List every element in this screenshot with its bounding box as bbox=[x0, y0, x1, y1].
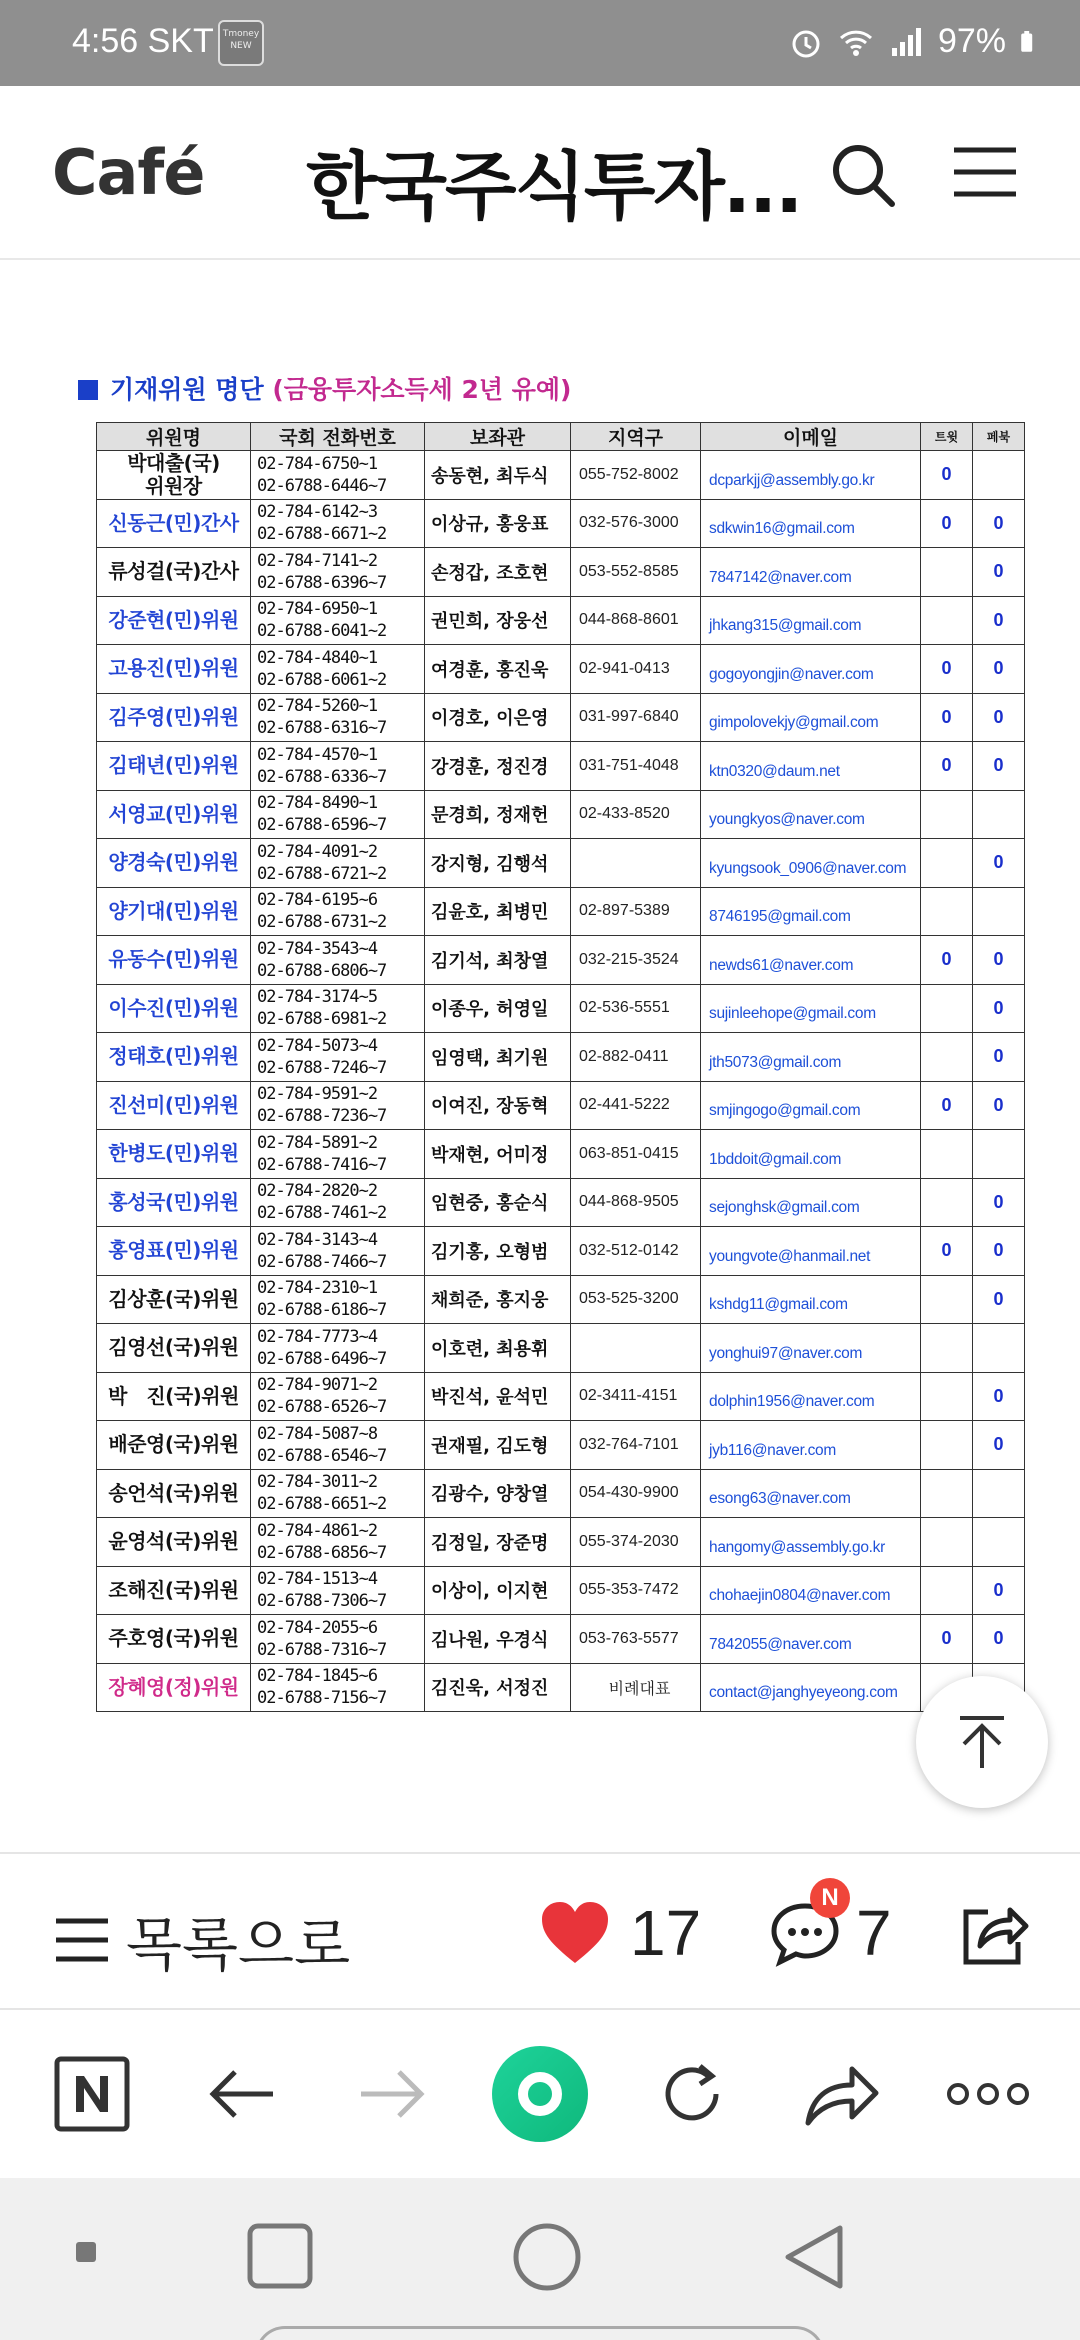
member-aides: 김윤호, 최병민 bbox=[425, 887, 571, 936]
naver-n-icon bbox=[54, 2056, 130, 2132]
facebook-flag: 0 bbox=[973, 1081, 1025, 1130]
member-phone: 02-784-6142~3 02-6788-6671~2 bbox=[251, 499, 425, 548]
member-name: 강준현(민)위원 bbox=[97, 596, 251, 645]
table-row bbox=[97, 936, 1025, 985]
alarm-icon bbox=[788, 24, 824, 60]
member-name: 김주영(민)위원 bbox=[97, 693, 251, 742]
twitter-flag: 0 bbox=[921, 1615, 973, 1664]
arrow-left-icon bbox=[207, 2064, 277, 2124]
member-name: 김태년(민)위원 bbox=[97, 742, 251, 791]
member-name: 양기대(민)위원 bbox=[97, 887, 251, 936]
twitter-flag bbox=[921, 1421, 973, 1470]
status-icons bbox=[788, 22, 1042, 61]
member-aides: 김나원, 우경식 bbox=[425, 1615, 571, 1664]
member-phone: 02-784-7141~2 02-6788-6396~7 bbox=[251, 548, 425, 597]
table-row bbox=[97, 839, 1025, 888]
member-region-phone: 02-441-5222 bbox=[571, 1081, 701, 1130]
facebook-flag: 0 bbox=[973, 1275, 1025, 1324]
twitter-flag bbox=[921, 1178, 973, 1227]
battery-icon bbox=[1020, 24, 1042, 60]
keyboard-handle bbox=[255, 2326, 825, 2340]
post-content bbox=[0, 262, 1080, 1852]
facebook-flag: 0 bbox=[973, 693, 1025, 742]
tmoney-badge-icon: Tmoney NEW bbox=[218, 20, 264, 66]
twitter-flag: 0 bbox=[921, 645, 973, 694]
member-name: 고용진(민)위원 bbox=[97, 645, 251, 694]
member-phone: 02-784-2310~1 02-6788-6186~7 bbox=[251, 1275, 425, 1324]
member-phone: 02-784-6195~6 02-6788-6731~2 bbox=[251, 887, 425, 936]
facebook-flag bbox=[973, 790, 1025, 839]
table-row bbox=[97, 1178, 1025, 1227]
cafe-logo[interactable]: Café bbox=[52, 136, 205, 209]
member-name: 양경숙(민)위원 bbox=[97, 839, 251, 888]
twitter-flag bbox=[921, 1130, 973, 1179]
member-aides: 채희준, 홍지웅 bbox=[425, 1275, 571, 1324]
member-aides: 김광수, 양창열 bbox=[425, 1469, 571, 1518]
member-email[interactable]: youngvote@hanmail.net bbox=[701, 1227, 921, 1276]
facebook-flag bbox=[973, 1518, 1025, 1567]
member-email[interactable]: chohaejin0804@naver.com bbox=[701, 1566, 921, 1615]
refresh-button[interactable] bbox=[650, 2052, 734, 2136]
twitter-flag bbox=[921, 887, 973, 936]
twitter-flag: 0 bbox=[921, 1227, 973, 1276]
member-region-phone: 032-512-0142 bbox=[571, 1227, 701, 1276]
twitter-flag bbox=[921, 1566, 973, 1615]
member-aides: 임현중, 홍순식 bbox=[425, 1178, 571, 1227]
member-region-phone: 02-897-5389 bbox=[571, 887, 701, 936]
table-row bbox=[97, 1033, 1025, 1082]
member-region-phone: 055-353-7472 bbox=[571, 1566, 701, 1615]
member-email[interactable]: hangomy@assembly.go.kr bbox=[701, 1518, 921, 1567]
member-name: 서영교(민)위원 bbox=[97, 790, 251, 839]
member-phone: 02-784-2055~6 02-6788-7316~7 bbox=[251, 1615, 425, 1664]
more-dots-icon bbox=[946, 2079, 1030, 2109]
member-name: 유동수(민)위원 bbox=[97, 936, 251, 985]
member-phone: 02-784-1845~6 02-6788-7156~7 bbox=[251, 1663, 425, 1712]
table-row bbox=[97, 645, 1025, 694]
member-email[interactable]: jyb116@naver.com bbox=[701, 1421, 921, 1470]
back-button[interactable] bbox=[200, 2052, 284, 2136]
member-email[interactable]: yonghui97@naver.com bbox=[701, 1324, 921, 1373]
table-row bbox=[97, 1566, 1025, 1615]
member-email[interactable]: sdkwin16@gmail.com bbox=[701, 499, 921, 548]
header-name: 위원명 bbox=[97, 423, 251, 451]
member-aides: 권재필, 김도형 bbox=[425, 1421, 571, 1470]
member-name: 신동근(민)간사 bbox=[97, 499, 251, 548]
subtitle-text: (금융투자소득세 2년 유예) bbox=[272, 375, 572, 404]
member-aides: 김기홍, 오형범 bbox=[425, 1227, 571, 1276]
member-aides: 박진석, 윤석민 bbox=[425, 1372, 571, 1421]
member-phone: 02-784-9591~2 02-6788-7236~7 bbox=[251, 1081, 425, 1130]
square-bullet-icon bbox=[78, 380, 98, 400]
twitter-flag bbox=[921, 984, 973, 1033]
member-region-phone: 053-763-5577 bbox=[571, 1615, 701, 1664]
member-aides: 이여진, 장동혁 bbox=[425, 1081, 571, 1130]
member-email[interactable]: contact@janghyeyeong.com bbox=[701, 1663, 921, 1712]
table-row bbox=[97, 887, 1025, 936]
member-email[interactable]: sujinleehope@gmail.com bbox=[701, 984, 921, 1033]
facebook-flag bbox=[973, 1324, 1025, 1373]
back-to-list-button[interactable] bbox=[54, 1898, 350, 1982]
member-aides: 이호련, 최용휘 bbox=[425, 1324, 571, 1373]
table-row bbox=[97, 984, 1025, 1033]
member-region-phone: 02-433-8520 bbox=[571, 790, 701, 839]
member-region-phone: 053-525-3200 bbox=[571, 1275, 701, 1324]
share-arrow-icon bbox=[804, 2061, 880, 2127]
member-phone: 02-784-4840~1 02-6788-6061~2 bbox=[251, 645, 425, 694]
twitter-flag: 0 bbox=[921, 742, 973, 791]
header-phone: 국회 전화번호 bbox=[251, 423, 425, 451]
member-phone: 02-784-7773~4 02-6788-6496~7 bbox=[251, 1324, 425, 1373]
scroll-to-top-button[interactable] bbox=[916, 1676, 1048, 1808]
member-phone: 02-784-5260~1 02-6788-6316~7 bbox=[251, 693, 425, 742]
refresh-icon bbox=[656, 2058, 728, 2130]
member-name: 김영선(국)위원 bbox=[97, 1324, 251, 1373]
comment-icon-wrap bbox=[770, 1884, 840, 1968]
share-icon[interactable] bbox=[958, 1898, 1030, 1970]
naver-home-button[interactable] bbox=[50, 2052, 134, 2136]
browser-nav-bar bbox=[0, 2008, 1080, 2178]
member-region-phone: 055-374-2030 bbox=[571, 1518, 701, 1567]
member-name: 배준영(국)위원 bbox=[97, 1421, 251, 1470]
twitter-flag bbox=[921, 596, 973, 645]
member-name: 이수진(민)위원 bbox=[97, 984, 251, 1033]
status-time: 4:56 SKT bbox=[72, 22, 214, 60]
member-region-phone: 02-3411-4151 bbox=[571, 1372, 701, 1421]
member-email[interactable]: 8746195@gmail.com bbox=[701, 887, 921, 936]
table-row bbox=[97, 1615, 1025, 1664]
member-aides: 이경호, 이은영 bbox=[425, 693, 571, 742]
member-name: 김상훈(국)위원 bbox=[97, 1275, 251, 1324]
member-email[interactable]: kshdg11@gmail.com bbox=[701, 1275, 921, 1324]
member-aides: 김정일, 장준명 bbox=[425, 1518, 571, 1567]
member-region-phone: 02-941-0413 bbox=[571, 645, 701, 694]
member-name: 장혜영(정)위원 bbox=[97, 1663, 251, 1712]
member-name: 진선미(민)위원 bbox=[97, 1081, 251, 1130]
member-phone: 02-784-3143~4 02-6788-7466~7 bbox=[251, 1227, 425, 1276]
twitter-flag bbox=[921, 790, 973, 839]
member-name: 류성걸(국)간사 bbox=[97, 548, 251, 597]
twitter-flag bbox=[921, 1033, 973, 1082]
facebook-flag: 0 bbox=[973, 936, 1025, 985]
member-aides: 이종우, 허영일 bbox=[425, 984, 571, 1033]
twitter-flag: 0 bbox=[921, 936, 973, 985]
table-row bbox=[97, 1227, 1025, 1276]
member-email[interactable]: jth5073@gmail.com bbox=[701, 1033, 921, 1082]
member-aides: 이상규, 홍웅표 bbox=[425, 499, 571, 548]
facebook-flag: 0 bbox=[973, 1033, 1025, 1082]
member-region-phone: 044-868-8601 bbox=[571, 596, 701, 645]
member-email[interactable]: dcparkjj@assembly.go.kr bbox=[701, 451, 921, 500]
table-row bbox=[97, 1081, 1025, 1130]
small-square-icon[interactable] bbox=[74, 2240, 98, 2264]
member-name: 조해진(국)위원 bbox=[97, 1566, 251, 1615]
app-header bbox=[0, 86, 1080, 260]
member-region-phone: 02-536-5551 bbox=[571, 984, 701, 1033]
title-text: 기재위원 명단 bbox=[110, 375, 264, 404]
battery-percent: 97% bbox=[937, 22, 1006, 60]
member-phone: 02-784-2820~2 02-6788-7461~2 bbox=[251, 1178, 425, 1227]
member-name: 박 진(국)위원 bbox=[97, 1372, 251, 1421]
member-email[interactable]: youngkyos@naver.com bbox=[701, 790, 921, 839]
table-row bbox=[97, 1372, 1025, 1421]
member-aides: 송동현, 최두식 bbox=[425, 451, 571, 500]
members-table bbox=[96, 422, 1025, 1712]
twitter-flag: 0 bbox=[921, 451, 973, 500]
facebook-flag: 0 bbox=[973, 1566, 1025, 1615]
back-to-list-label: 목록으로 bbox=[126, 1911, 351, 1979]
twitter-flag bbox=[921, 548, 973, 597]
header-aides: 보좌관 bbox=[425, 423, 571, 451]
facebook-flag: 0 bbox=[973, 839, 1025, 888]
member-name: 박대출(국) 위원장 bbox=[97, 451, 251, 500]
member-region-phone: 044-868-9505 bbox=[571, 1178, 701, 1227]
member-phone: 02-784-5891~2 02-6788-7416~7 bbox=[251, 1130, 425, 1179]
facebook-flag bbox=[973, 887, 1025, 936]
green-dot-button[interactable] bbox=[490, 2044, 590, 2144]
facebook-flag: 0 bbox=[973, 596, 1025, 645]
status-bar bbox=[0, 0, 1080, 86]
comment-button[interactable] bbox=[770, 1884, 892, 1970]
twitter-flag: 0 bbox=[921, 1081, 973, 1130]
green-dot-icon bbox=[490, 2044, 590, 2144]
forward-button[interactable] bbox=[350, 2052, 434, 2136]
member-name: 한병도(민)위원 bbox=[97, 1130, 251, 1179]
like-button[interactable] bbox=[540, 1896, 701, 1970]
member-email[interactable]: esong63@naver.com bbox=[701, 1469, 921, 1518]
twitter-flag: 0 bbox=[921, 693, 973, 742]
facebook-flag: 0 bbox=[973, 499, 1025, 548]
member-email[interactable]: sejonghsk@gmail.com bbox=[701, 1178, 921, 1227]
comment-count: 7 bbox=[856, 1897, 892, 1969]
facebook-flag bbox=[973, 1469, 1025, 1518]
twitter-flag bbox=[921, 1372, 973, 1421]
member-aides: 손정갑, 조호현 bbox=[425, 548, 571, 597]
table-row bbox=[97, 499, 1025, 548]
member-phone: 02-784-5073~4 02-6788-7246~7 bbox=[251, 1033, 425, 1082]
member-phone: 02-784-4091~2 02-6788-6721~2 bbox=[251, 839, 425, 888]
table-row bbox=[97, 742, 1025, 791]
post-action-bar bbox=[0, 1852, 1080, 2006]
member-aides: 강경훈, 정진경 bbox=[425, 742, 571, 791]
facebook-flag: 0 bbox=[973, 984, 1025, 1033]
member-phone: 02-784-3543~4 02-6788-6806~7 bbox=[251, 936, 425, 985]
facebook-flag: 0 bbox=[973, 1615, 1025, 1664]
header-email: 이메일 bbox=[701, 423, 921, 451]
facebook-flag: 0 bbox=[973, 1421, 1025, 1470]
member-email[interactable]: kyungsook_0906@naver.com bbox=[701, 839, 921, 888]
member-email[interactable]: newds61@naver.com bbox=[701, 936, 921, 985]
member-name: 윤영석(국)위원 bbox=[97, 1518, 251, 1567]
table-row bbox=[97, 1421, 1025, 1470]
member-name: 주호영(국)위원 bbox=[97, 1615, 251, 1664]
header-facebook: 페북 bbox=[973, 423, 1025, 451]
table-row bbox=[97, 548, 1025, 597]
recents-icon[interactable] bbox=[246, 2222, 314, 2290]
facebook-flag: 0 bbox=[973, 1372, 1025, 1421]
facebook-flag: 0 bbox=[973, 1227, 1025, 1276]
member-name: 홍영표(민)위원 bbox=[97, 1227, 251, 1276]
member-region-phone bbox=[571, 1324, 701, 1373]
member-aides: 박재현, 어미정 bbox=[425, 1130, 571, 1179]
member-aides: 김기석, 최창열 bbox=[425, 936, 571, 985]
member-region-phone: 032-215-3524 bbox=[571, 936, 701, 985]
member-phone: 02-784-4861~2 02-6788-6856~7 bbox=[251, 1518, 425, 1567]
member-region-phone: 031-751-4048 bbox=[571, 742, 701, 791]
twitter-flag bbox=[921, 1469, 973, 1518]
back-nav-icon[interactable] bbox=[782, 2222, 846, 2292]
facebook-flag: 0 bbox=[973, 1178, 1025, 1227]
system-nav-bar bbox=[0, 2178, 1080, 2340]
table-row bbox=[97, 1275, 1025, 1324]
menu-icon[interactable] bbox=[950, 142, 1020, 202]
table-header-row bbox=[97, 423, 1025, 451]
member-aides: 강지형, 김행석 bbox=[425, 839, 571, 888]
table-row bbox=[97, 1130, 1025, 1179]
member-region-phone: 063-851-0415 bbox=[571, 1130, 701, 1179]
member-phone: 02-784-4570~1 02-6788-6336~7 bbox=[251, 742, 425, 791]
twitter-flag bbox=[921, 1518, 973, 1567]
table-row bbox=[97, 1469, 1025, 1518]
member-aides: 이상이, 이지현 bbox=[425, 1566, 571, 1615]
member-phone: 02-784-3011~2 02-6788-6651~2 bbox=[251, 1469, 425, 1518]
member-phone: 02-784-9071~2 02-6788-6526~7 bbox=[251, 1372, 425, 1421]
member-region-phone bbox=[571, 839, 701, 888]
member-aides: 김진욱, 서정진 bbox=[425, 1663, 571, 1712]
arrow-right-icon bbox=[357, 2064, 427, 2124]
table-row bbox=[97, 596, 1025, 645]
facebook-flag: 0 bbox=[973, 742, 1025, 791]
member-region-phone: 비례대표 bbox=[571, 1663, 701, 1712]
member-aides: 권민희, 장웅선 bbox=[425, 596, 571, 645]
table-row bbox=[97, 1518, 1025, 1567]
facebook-flag: 0 bbox=[973, 645, 1025, 694]
table-row bbox=[97, 693, 1025, 742]
member-email[interactable]: smjingogo@gmail.com bbox=[701, 1081, 921, 1130]
member-region-phone: 031-997-6840 bbox=[571, 693, 701, 742]
member-name: 홍성국(민)위원 bbox=[97, 1178, 251, 1227]
member-email[interactable]: 7842055@naver.com bbox=[701, 1615, 921, 1664]
header-twitter: 트윗 bbox=[921, 423, 973, 451]
new-comment-badge: N bbox=[810, 1878, 850, 1918]
twitter-flag bbox=[921, 1324, 973, 1373]
member-region-phone: 054-430-9900 bbox=[571, 1469, 701, 1518]
member-aides: 문경희, 정재헌 bbox=[425, 790, 571, 839]
member-phone: 02-784-6950~1 02-6788-6041~2 bbox=[251, 596, 425, 645]
member-region-phone: 02-882-0411 bbox=[571, 1033, 701, 1082]
table-row bbox=[97, 451, 1025, 500]
member-phone: 02-784-1513~4 02-6788-7306~7 bbox=[251, 1566, 425, 1615]
wifi-icon bbox=[838, 24, 874, 60]
heart-icon bbox=[540, 1901, 610, 1965]
member-phone: 02-784-3174~5 02-6788-6981~2 bbox=[251, 984, 425, 1033]
table-row bbox=[97, 790, 1025, 839]
member-phone: 02-784-5087~8 02-6788-6546~7 bbox=[251, 1421, 425, 1470]
cafe-title[interactable]: 한국주식투자... bbox=[306, 144, 802, 230]
member-name: 송언석(국)위원 bbox=[97, 1469, 251, 1518]
member-region-phone: 032-576-3000 bbox=[571, 499, 701, 548]
table-row bbox=[97, 1663, 1025, 1712]
twitter-flag bbox=[921, 1275, 973, 1324]
member-region-phone: 055-752-8002 bbox=[571, 451, 701, 500]
like-count: 17 bbox=[630, 1897, 702, 1969]
member-email[interactable]: jhkang315@gmail.com bbox=[701, 596, 921, 645]
member-email[interactable]: 7847142@naver.com bbox=[701, 548, 921, 597]
twitter-flag bbox=[921, 839, 973, 888]
twitter-flag: 0 bbox=[921, 499, 973, 548]
member-aides: 여경훈, 홍진욱 bbox=[425, 645, 571, 694]
member-email[interactable]: gimpolovekjy@gmail.com bbox=[701, 693, 921, 742]
home-icon[interactable] bbox=[512, 2222, 582, 2292]
member-aides: 임영택, 최기원 bbox=[425, 1033, 571, 1082]
facebook-flag: 0 bbox=[973, 548, 1025, 597]
signal-icon bbox=[888, 24, 924, 60]
table-row bbox=[97, 1324, 1025, 1373]
member-email[interactable]: 1bddoit@gmail.com bbox=[701, 1130, 921, 1179]
facebook-flag bbox=[973, 451, 1025, 500]
document-title bbox=[78, 370, 571, 406]
more-button[interactable] bbox=[946, 2052, 1030, 2136]
list-icon bbox=[54, 1915, 110, 1965]
member-region-phone: 053-552-8585 bbox=[571, 548, 701, 597]
member-phone: 02-784-8490~1 02-6788-6596~7 bbox=[251, 790, 425, 839]
member-email[interactable]: gogoyongjin@naver.com bbox=[701, 645, 921, 694]
member-name: 정태호(민)위원 bbox=[97, 1033, 251, 1082]
header-region: 지역구 bbox=[571, 423, 701, 451]
share-page-button[interactable] bbox=[800, 2052, 884, 2136]
member-region-phone: 032-764-7101 bbox=[571, 1421, 701, 1470]
search-icon[interactable] bbox=[828, 140, 898, 210]
member-email[interactable]: ktn0320@daum.net bbox=[701, 742, 921, 791]
arrow-up-icon bbox=[952, 1712, 1012, 1772]
member-phone: 02-784-6750~1 02-6788-6446~7 bbox=[251, 451, 425, 500]
facebook-flag bbox=[973, 1130, 1025, 1179]
member-email[interactable]: dolphin1956@naver.com bbox=[701, 1372, 921, 1421]
